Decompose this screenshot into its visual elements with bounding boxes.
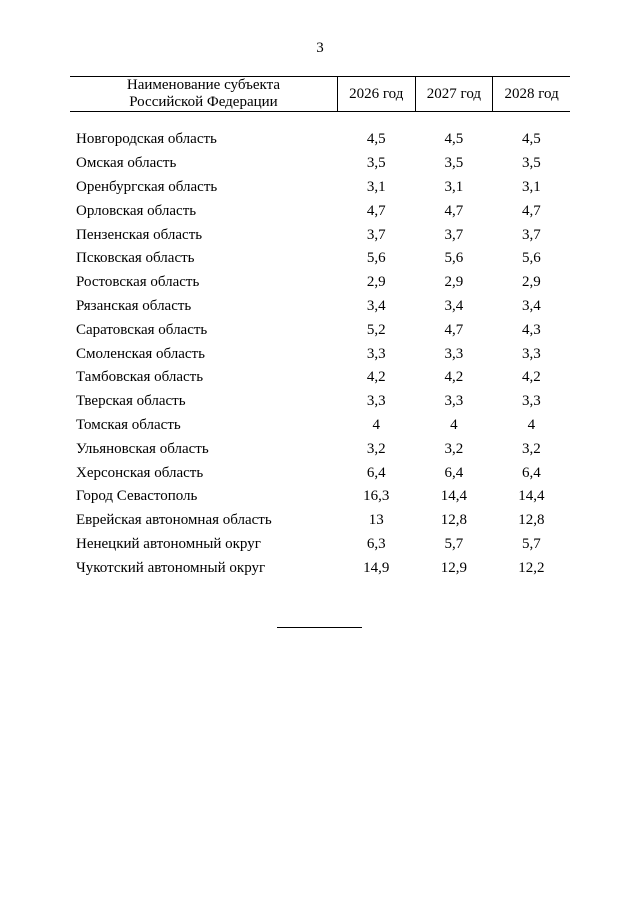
table-row (70, 390, 570, 414)
value-2028-cell: 14,4 (518, 488, 545, 505)
value-2026-cell: 3,4 (366, 297, 386, 314)
value-2027-cell: 3,7 (444, 226, 464, 243)
table-row (70, 176, 570, 200)
page-number: 3 (316, 40, 324, 56)
value-2026-cell: 6,3 (366, 535, 386, 552)
table-row (70, 461, 570, 485)
value-2028-cell: 3,3 (522, 345, 541, 362)
region-name-cell: Оренбургская область (76, 178, 218, 195)
table-row (70, 318, 570, 342)
value-2027-cell: 5,6 (444, 250, 464, 267)
table-row (70, 128, 570, 152)
value-2028-cell: 3,7 (522, 226, 541, 243)
region-name-cell: Рязанская область (76, 297, 192, 314)
column-header-2028: 2028 год (493, 77, 570, 112)
value-2026-cell: 5,2 (366, 321, 386, 338)
value-2026-cell: 4,5 (366, 131, 386, 148)
column-header-region-line2: Российской Федерации (129, 94, 278, 110)
value-2027-cell: 3,3 (444, 393, 464, 410)
value-2026-cell: 4,7 (366, 202, 386, 219)
table-row (70, 152, 570, 176)
region-name-cell: Ростовская область (76, 274, 200, 291)
table-row (70, 199, 570, 223)
value-2028-cell: 3,2 (522, 440, 541, 457)
value-2028-cell: 6,4 (522, 464, 541, 481)
table-row (70, 366, 570, 390)
value-2028-cell: 4,3 (522, 321, 541, 338)
table-body (70, 112, 570, 581)
value-2028-cell: 5,6 (522, 250, 541, 267)
region-name-cell: Чукотский автономный округ (76, 559, 266, 576)
value-2027-cell: 4,5 (444, 131, 464, 148)
region-name-cell: Новгородская область (76, 131, 217, 148)
column-header-region (70, 77, 337, 112)
region-name-cell: Саратовская область (76, 321, 208, 338)
table-row (70, 437, 570, 461)
value-2027-cell: 4,7 (444, 202, 464, 219)
value-2027-cell: 6,4 (444, 464, 464, 481)
value-2027-cell: 12,9 (440, 559, 468, 576)
value-2026-cell: 3,1 (366, 178, 386, 195)
value-2026-cell: 6,4 (366, 464, 386, 481)
region-name-cell: Ульяновская область (76, 440, 209, 457)
value-2028-cell: 4,2 (522, 369, 541, 386)
region-name-cell: Ненецкий автономный округ (76, 535, 261, 552)
value-2026-cell: 3,7 (366, 226, 386, 243)
value-2028-cell: 12,8 (518, 512, 545, 529)
value-2028-cell: 3,3 (522, 393, 541, 410)
value-2028-cell: 3,4 (522, 297, 541, 314)
table-row (70, 247, 570, 271)
region-name-cell: Тверская область (76, 393, 186, 410)
table-row (70, 533, 570, 557)
value-2027-cell: 3,2 (444, 440, 464, 457)
table-spacer-row (70, 112, 570, 129)
value-2026-cell: 3,3 (366, 345, 386, 362)
region-data-table (70, 76, 570, 580)
value-2026-cell: 3,3 (366, 393, 386, 410)
region-name-cell: Пензенская область (76, 226, 203, 243)
value-2027-cell: 3,5 (444, 155, 464, 172)
table-row (70, 485, 570, 509)
value-2027-cell: 3,3 (444, 345, 464, 362)
table-header (70, 77, 570, 112)
value-2028-cell: 12,2 (518, 559, 545, 576)
region-name-cell: Смоленская область (76, 345, 205, 362)
column-header-2027: 2027 год (415, 77, 493, 112)
value-2027-cell: 3,1 (444, 178, 464, 195)
table-header-row (70, 77, 570, 112)
value-2028-cell: 3,1 (522, 178, 541, 195)
table-row (70, 556, 570, 580)
region-name-cell: Псковская область (76, 250, 195, 267)
value-2026-cell: 14,9 (363, 559, 390, 576)
value-2027-cell: 4,2 (444, 369, 464, 386)
table-row (70, 271, 570, 295)
value-2028-cell: 4,7 (522, 202, 541, 219)
value-2026-cell: 13 (368, 512, 384, 529)
column-header-2026: 2026 год (337, 77, 415, 112)
column-header-region-line1: Наименование субъекта (126, 77, 280, 93)
value-2027-cell: 2,9 (444, 274, 464, 291)
region-name-cell: Омская область (76, 155, 177, 172)
value-2027-cell: 4,7 (444, 321, 464, 338)
table-row (70, 342, 570, 366)
region-name-cell: Томская область (76, 416, 181, 433)
value-2028-cell: 4 (527, 416, 536, 433)
value-2026-cell: 16,3 (363, 488, 390, 505)
value-2028-cell: 4,5 (522, 131, 541, 148)
region-name-cell: Еврейская автономная область (76, 512, 272, 529)
region-name-cell: Город Севастополь (76, 488, 198, 505)
table-row (70, 509, 570, 533)
value-2028-cell: 3,5 (522, 155, 541, 172)
value-2027-cell: 4 (450, 416, 458, 433)
value-2027-cell: 14,4 (440, 488, 468, 505)
end-of-document-rule (277, 627, 362, 628)
value-2027-cell: 12,8 (440, 512, 468, 529)
value-2026-cell: 5,6 (366, 250, 386, 267)
value-2026-cell: 2,9 (366, 274, 386, 291)
value-2026-cell: 3,2 (366, 440, 386, 457)
value-2026-cell: 4,2 (366, 369, 386, 386)
region-name-cell: Орловская область (76, 202, 197, 219)
value-2028-cell: 5,7 (522, 535, 541, 552)
value-2027-cell: 3,4 (444, 297, 464, 314)
value-2027-cell: 5,7 (444, 535, 464, 552)
value-2028-cell: 2,9 (522, 274, 541, 291)
region-name-cell: Херсонская область (76, 464, 204, 481)
value-2026-cell: 3,5 (366, 155, 386, 172)
table-row (70, 223, 570, 247)
table-row (70, 414, 570, 438)
table-row (70, 295, 570, 319)
value-2026-cell: 4 (372, 416, 380, 433)
region-name-cell: Тамбовская область (76, 369, 204, 386)
